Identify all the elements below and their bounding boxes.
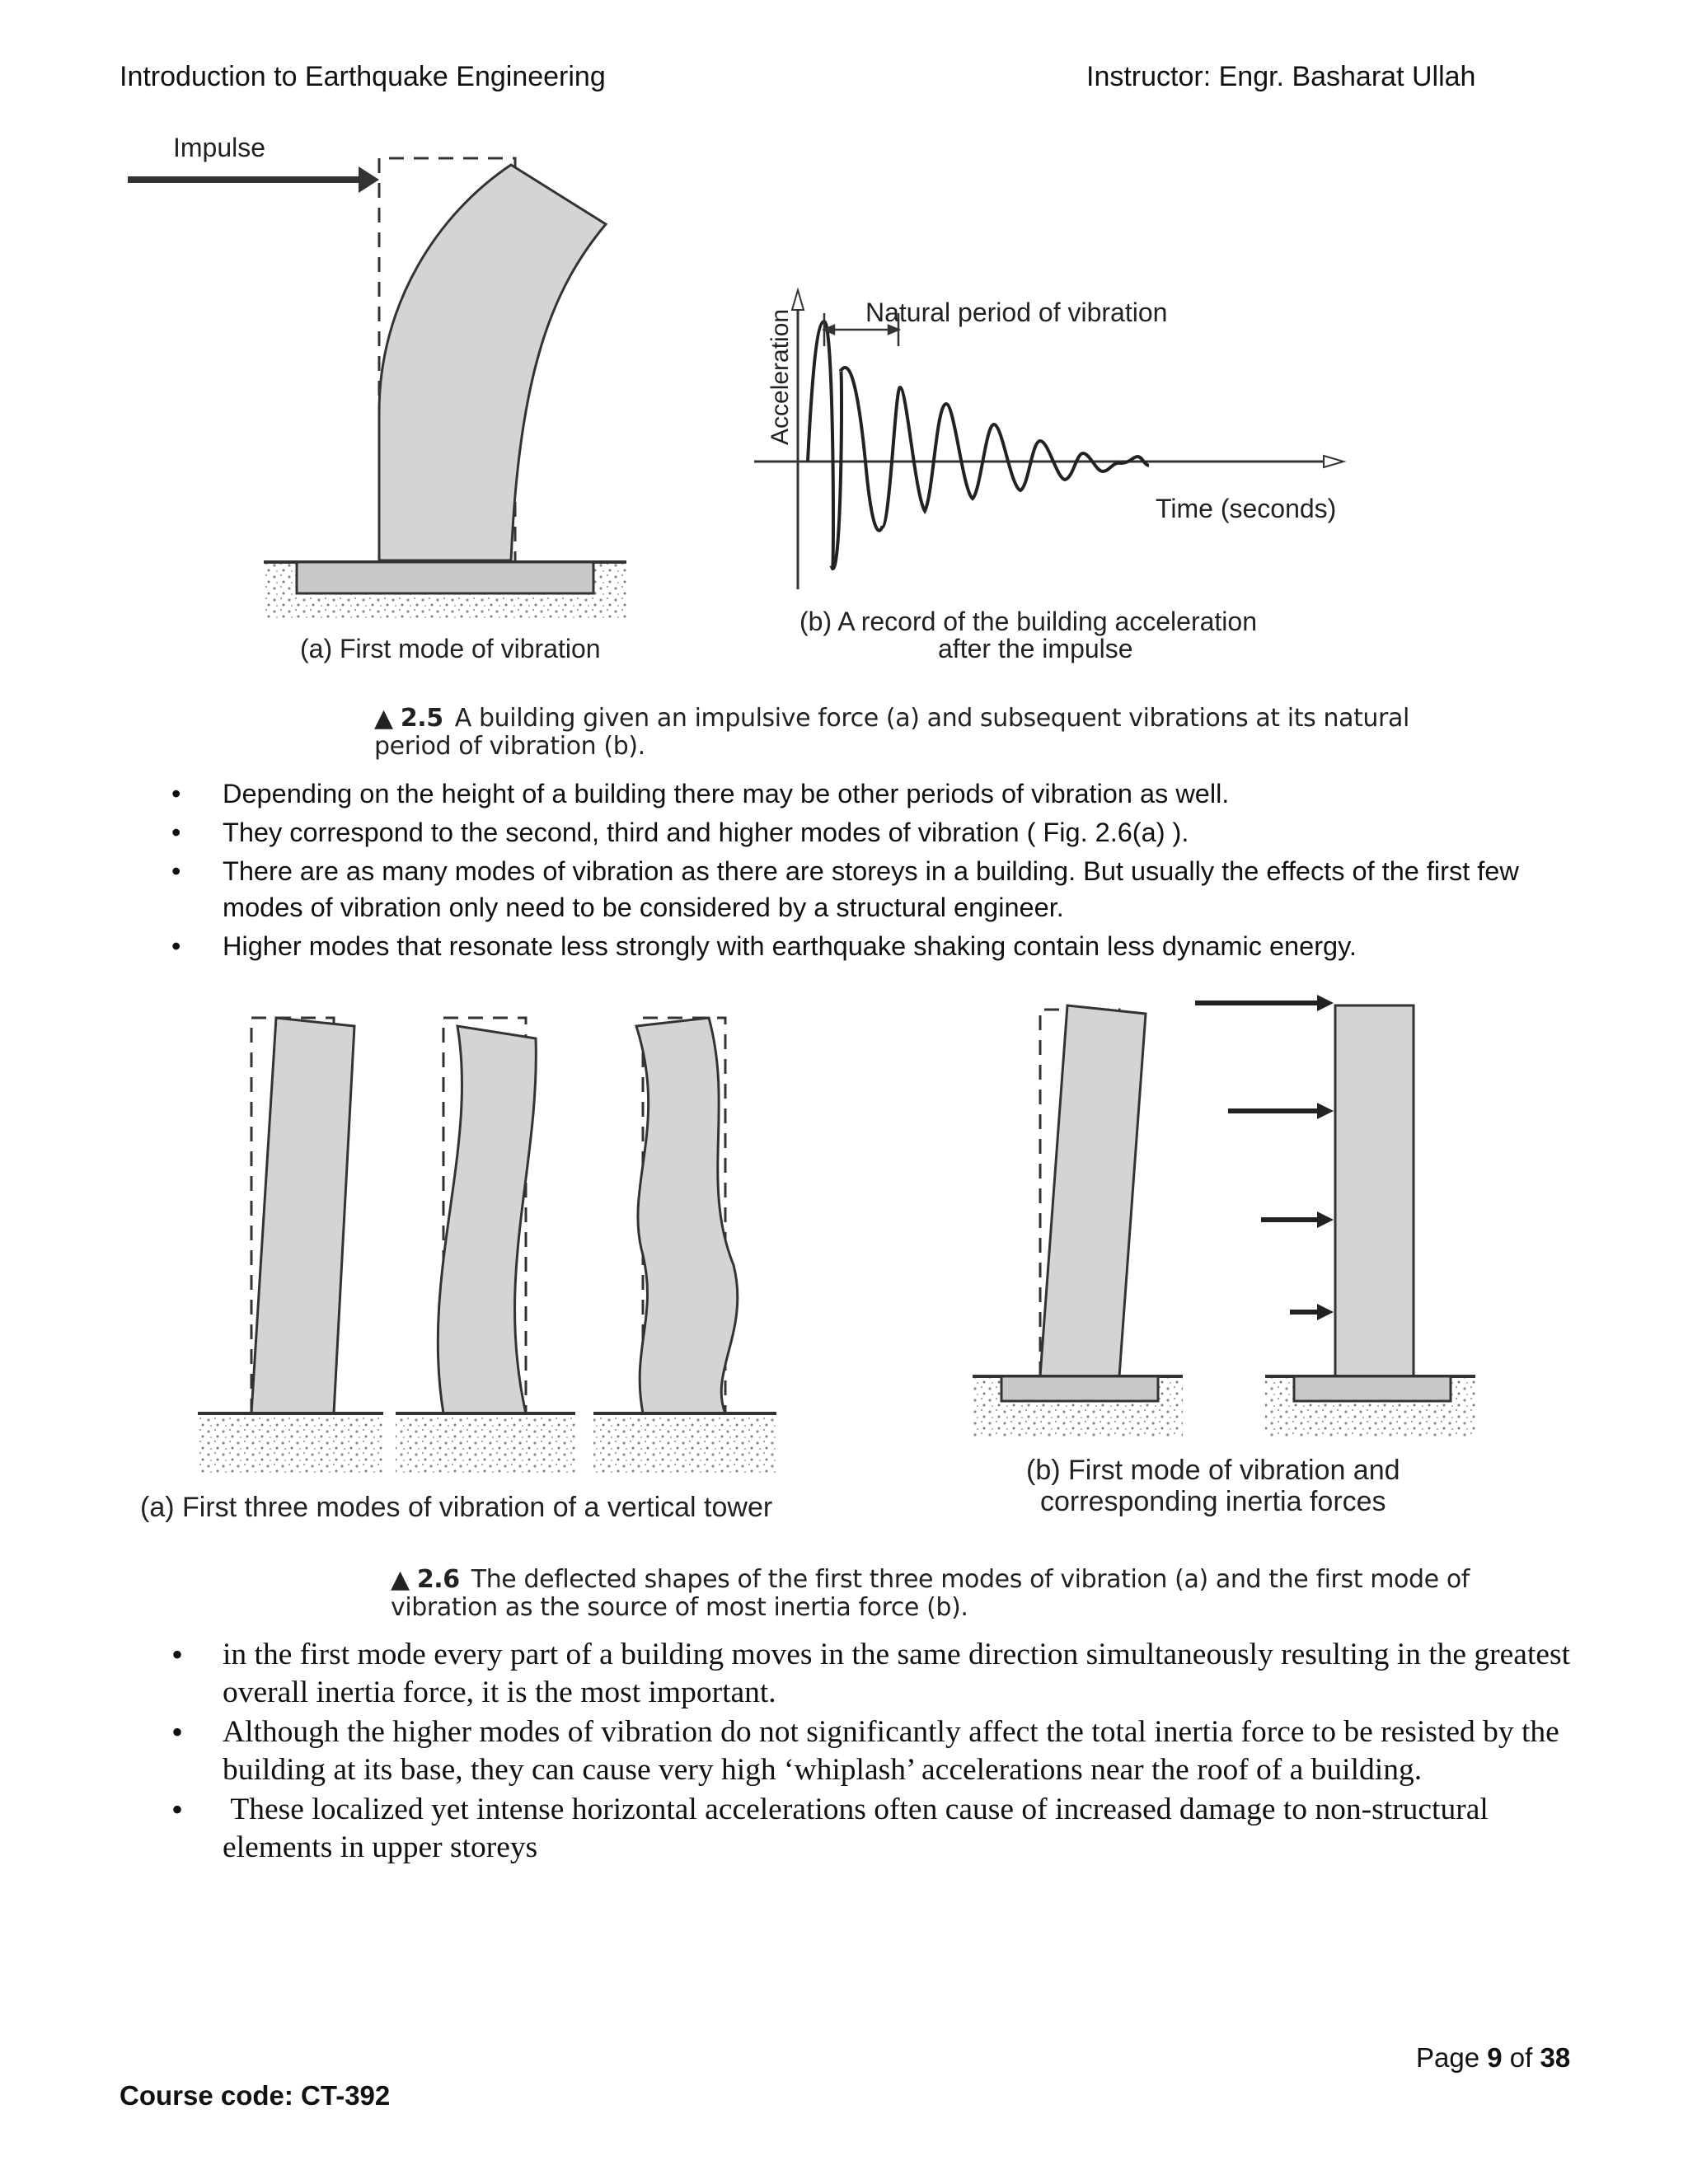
figure-2-6-panel-a (132, 1001, 874, 1529)
impulse-label: Impulse (173, 133, 266, 162)
caption-marker: ▲ (391, 1565, 410, 1594)
list-item: • These localized yet intense horizontal accelerations often cause of increased damage to non-structural elements in upper storeys (124, 1791, 1574, 1867)
caption-line2: period of vibration (b). (374, 732, 645, 761)
time-label: Time (seconds) (1156, 494, 1337, 523)
figure-2-5b-drawing (742, 280, 1385, 676)
inertia-force-arrows (1195, 995, 1334, 1320)
figure-2-6-panel-b (973, 993, 1500, 1529)
bullet-list-2 (124, 1636, 1574, 1868)
mode-1-tower (198, 1018, 383, 1475)
list-item: • Depending on the height of a building there may be other periods of vibration as well. (124, 776, 1574, 812)
header-course-title: Introduction to Earthquake Engineering (120, 61, 606, 92)
figure-number: 2.5 (400, 704, 443, 733)
acceleration-axis (792, 290, 804, 589)
deflected-building (379, 165, 606, 560)
list-item: • They correspond to the second, third and higher modes of vibration ( Fig. 2.6(a) ). (124, 814, 1574, 851)
caption-marker: ▲ (374, 704, 393, 733)
caption-line1: A building given an impulsive force (a) and subsequent vibrations at its natural (454, 704, 1409, 733)
total-pages: 38 (1540, 2042, 1571, 2073)
acceleration-label: Acceleration (767, 308, 794, 445)
figure-number: 2.6 (416, 1565, 460, 1594)
list-item: • Higher modes that resonate less strongly with earthquake shaking contain less dynamic energy. (124, 928, 1574, 964)
impulse-arrow (128, 166, 379, 193)
figure-2-5b-caption-line1: (b) A record of the building acceleration (799, 607, 1257, 636)
page-number: Page 9 of 38 (1416, 2042, 1571, 2073)
course-code: Course code: CT-392 (120, 2080, 391, 2111)
caption-line2: vibration as the source of most inertia force (b). (391, 1593, 968, 1622)
current-page: 9 (1487, 2042, 1503, 2073)
figure-2-5-caption (374, 705, 1409, 761)
caption-line1: The deflected shapes of the first three modes of vibration (a) and the first mode of (471, 1565, 1470, 1594)
figure-2-6b-drawing (973, 993, 1500, 1529)
mode-2-tower (396, 1018, 575, 1475)
figure-2-5a-caption: (a) First mode of vibration (300, 634, 601, 663)
figure-2-5b-caption-line2: after the impulse (938, 634, 1133, 663)
header-instructor: Instructor: Engr. Basharat Ullah (1086, 61, 1476, 92)
first-mode-tower (973, 1005, 1183, 1438)
mode-3-tower (593, 1018, 776, 1475)
list-item: • in the first mode every part of a building moves in the same direction simultaneously resulting in the greatest overall inertia force, it is the most important. (124, 1636, 1574, 1712)
natural-period-label: Natural period of vibration (865, 298, 1168, 327)
acceleration-trace (808, 321, 1149, 569)
figure-2-6b-caption-line2: corresponding inertia forces (1040, 1486, 1386, 1517)
figure-2-6-caption (391, 1566, 1470, 1622)
figure-2-5a-drawing (124, 124, 651, 676)
ground (264, 562, 626, 620)
figure-2-6a-caption: (a) First three modes of vibration of a vertical tower (140, 1492, 773, 1523)
figure-2-5-panel-b (742, 280, 1385, 676)
list-item: • There are as many modes of vibration as there are storeys in a building. But usually the effects of the first few modes of vibration only need to be considered by a structural engineer. (124, 853, 1574, 926)
figure-2-5-panel-a (124, 124, 651, 676)
bullet-list-1 (124, 776, 1574, 967)
figure-2-6b-caption-line1: (b) First mode of vibration and (1026, 1455, 1400, 1486)
figure-2-6a-drawing (132, 1001, 874, 1529)
list-item: • Although the higher modes of vibration do not significantly affect the total inertia force to be resisted by the building at its base, they can cause very high ‘whiplash’ accelerations near the roof of a building. (124, 1713, 1574, 1789)
